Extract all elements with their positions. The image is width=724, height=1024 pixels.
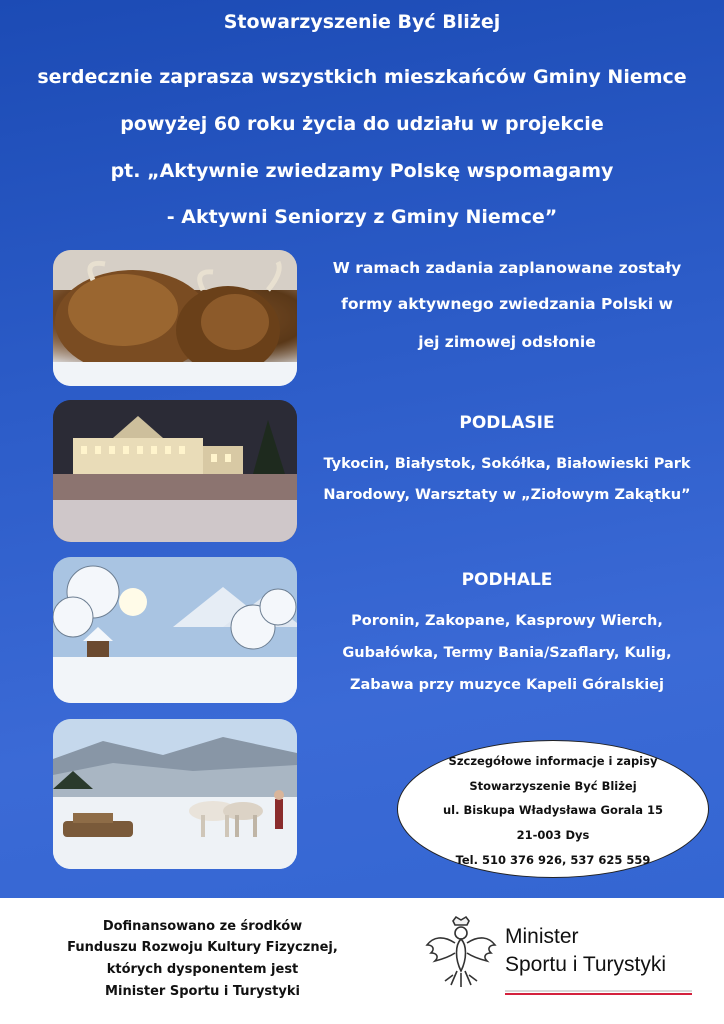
- funding-line2: Funduszu Rozwoju Kultury Fizycznej,: [67, 940, 338, 955]
- contact-phone: Tel. 510 376 926, 537 625 559: [455, 853, 651, 867]
- ministry-name-line2: Sportu i Turystyki: [505, 953, 667, 976]
- podhale-heading: PODHALE: [461, 570, 553, 590]
- sleigh-photo: [53, 719, 297, 869]
- podlasie-places-line1: Tykocin, Białystok, Sokółka, Białowieski Park: [323, 456, 691, 472]
- ministry-name-line1: Minister: [505, 925, 579, 948]
- contact-oval: [397, 740, 709, 878]
- podlasie-heading: PODLASIE: [459, 413, 555, 433]
- eagle-emblem-icon: [425, 915, 497, 995]
- invitation-line: serdecznie zaprasza wszystkich mieszkańców Gminy Niemce: [37, 66, 687, 88]
- contact-street: ul. Biskupa Władysława Gorala 15: [442, 803, 664, 817]
- palace-photo: [53, 400, 297, 542]
- association-name: Stowarzyszenie Być Bliżej: [223, 11, 501, 33]
- flag-stripe-red: [505, 993, 692, 995]
- footer: [0, 898, 724, 1024]
- contact-heading: Szczegółowe informacje i zapisy: [448, 754, 658, 768]
- project-title-line1: pt. „Aktywnie zwiedzamy Polskę wspomagamy: [110, 160, 614, 182]
- flag-stripe-white: [505, 990, 692, 992]
- podhale-illustration: [53, 557, 297, 703]
- project-title-line2: - Aktywni Seniorzy z Gminy Niemce”: [166, 206, 558, 228]
- bison-photo: [53, 250, 297, 386]
- palace-illustration: [53, 400, 297, 542]
- podhale-places-line1: Poronin, Zakopane, Kasprowy Wierch,: [351, 613, 663, 629]
- podhale-places-line3: Zabawa przy muzyce Kapeli Góralskiej: [349, 677, 664, 693]
- sleigh-illustration: [53, 719, 297, 869]
- funding-line1: Dofinansowano ze środków: [102, 919, 303, 934]
- podhale-places-line2: Gubałówka, Termy Bania/Szaflary, Kulig,: [342, 645, 672, 661]
- podhale-photo: [53, 557, 297, 703]
- funding-line4: Minister Sportu i Turystyki: [105, 984, 300, 999]
- intro-line3: jej zimowej odsłonie: [418, 333, 596, 351]
- bison-illustration: [53, 250, 297, 386]
- podlasie-places-line2: Narodowy, Warsztaty w „Ziołowym Zakątku”: [323, 487, 691, 503]
- intro-line2: formy aktywnego zwiedzania Polski w: [341, 295, 673, 313]
- intro-line1: W ramach zadania zaplanowane zostały: [332, 259, 682, 277]
- funding-line3: których dysponentem jest: [106, 962, 299, 977]
- invitation-age-line: powyżej 60 roku życia do udziału w projekcie: [120, 113, 604, 135]
- contact-organization: Stowarzyszenie Być Bliżej: [469, 779, 637, 793]
- contact-postal-code: 21-003 Dys: [516, 828, 590, 842]
